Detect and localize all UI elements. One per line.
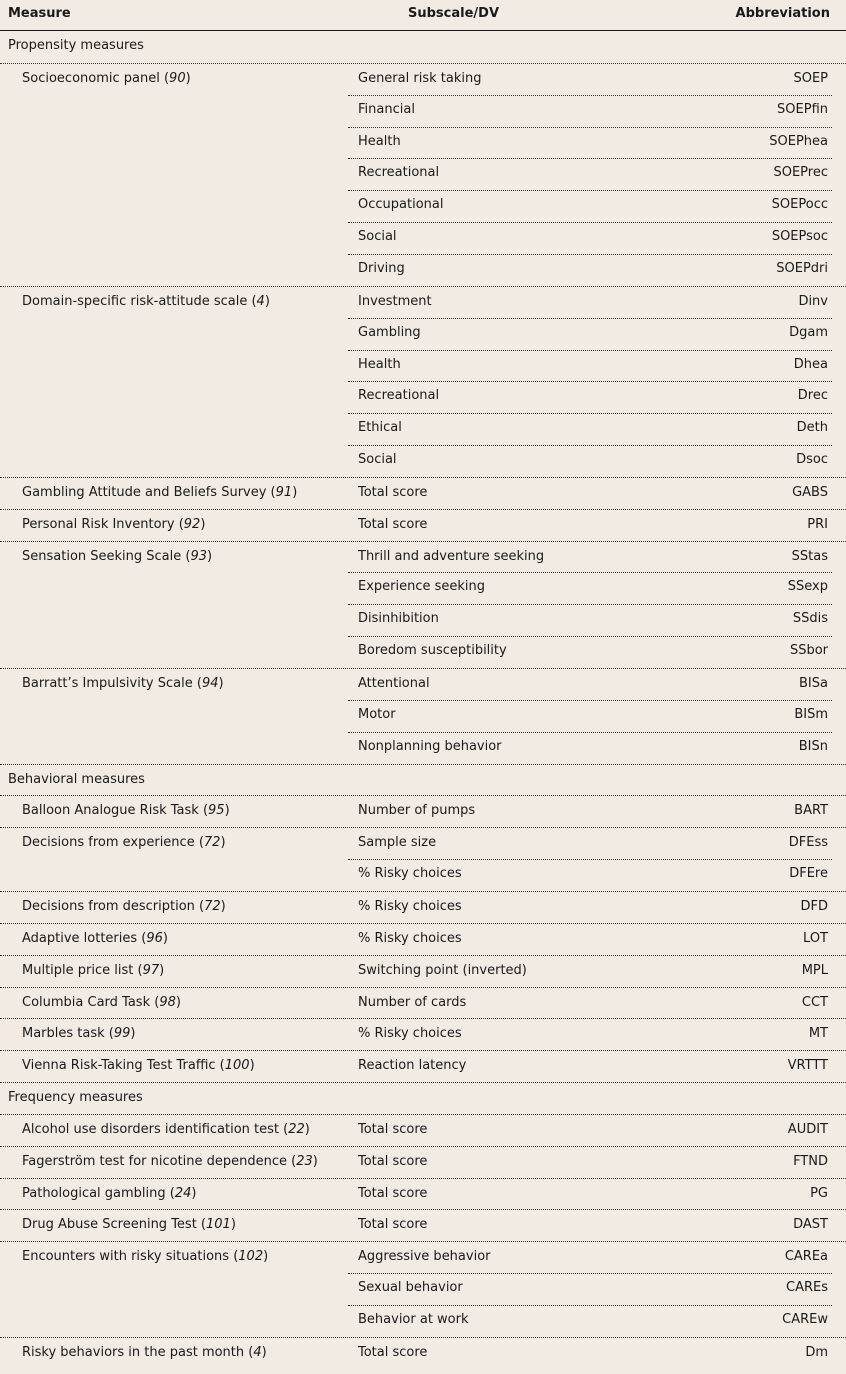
reference-close: ) [304,1121,310,1137]
abbreviation-cell: Dm [805,1344,828,1360]
abbreviation-cell: CAREs [786,1280,828,1296]
subscale-cell: % Risky choices [358,930,462,946]
subscale-cell: Recreational [358,165,440,181]
abbreviation-cell: SOEPdri [776,260,828,276]
section-title: Behavioral measures [8,771,145,787]
abbreviation-cell: SOEPrec [773,165,828,181]
table-row [0,95,846,127]
table-row [0,190,846,222]
table-row [0,1241,846,1273]
row-divider [348,158,832,159]
abbreviation-cell: DFEss [788,835,828,851]
subscale-cell: Social [358,452,397,468]
reference-close: ) [230,1217,236,1233]
reference-number: 92 [183,516,201,532]
subscale-cell: Sexual behavior [358,1280,463,1296]
subscale-cell: Sample size [358,835,437,851]
measure-cell [22,517,205,532]
table-row [0,1050,846,1082]
subscale-cell: Gambling [358,324,421,340]
measure-name: Decisions from experience ( [22,835,204,851]
abbreviation-cell: SSexp [787,579,828,595]
abbreviation-cell: MT [808,1026,828,1042]
measure-name: Risky behaviors in the past month ( [22,1344,254,1360]
table-row [0,636,846,668]
abbreviation-cell: SOEPsoc [771,229,828,245]
measure-cell [22,1026,136,1041]
subscale-cell: Health [358,356,401,372]
abbreviation-cell: SOEPfin [777,101,828,117]
measure-name: Encounters with risky situations ( [22,1249,239,1265]
reference-close: ) [220,835,226,851]
table-row [0,509,846,541]
reference-close: ) [220,898,226,914]
measure-name: Decisions from description ( [22,898,205,914]
abbreviation-column-header: Abbreviation [735,6,830,21]
subscale-cell: Recreational [358,388,440,404]
subscale-cell: Behavior at work [358,1312,469,1327]
subscale-cell: % Risky choices [358,1026,462,1042]
abbreviation-cell: Dhea [793,356,828,372]
abbreviation-cell: CAREa [784,1249,828,1265]
subscale-cell: Motor [358,706,396,722]
measure-name: Adaptive lotteries ( [22,930,147,946]
table-row [0,1146,846,1178]
reference-close: ) [292,484,298,500]
measure-name: Fagerström test for nicotine dependence ( [22,1153,297,1169]
row-divider [348,604,832,605]
measure-cell [22,803,230,818]
subscale-cell: Switching point (inverted) [358,962,527,978]
row-divider [348,318,832,319]
measure-name: Gambling Attitude and Beliefs Survey ( [22,484,276,500]
table-row [0,286,846,318]
subscale-cell: Number of cards [358,994,467,1010]
row-divider [348,859,832,860]
subscale-cell: % Risky choices [358,866,462,882]
table-row [0,604,846,636]
abbreviation-cell: SOEP [793,70,828,86]
subscale-cell: Total score [358,1217,428,1233]
table-row [0,158,846,190]
subscale-cell: Nonplanning behavior [358,738,502,754]
row-divider [348,413,832,414]
measure-name: Barratt’s Impulsivity Scale ( [22,676,202,691]
table-row [0,413,846,445]
subscale-cell: Reaction latency [358,1058,467,1074]
subscale-cell: Ethical [358,420,402,436]
table-row [0,955,846,987]
section-heading-row [0,764,846,796]
table-row [0,445,846,477]
section-heading-row [0,31,846,63]
abbreviation-cell: DAST [793,1217,828,1233]
table-row [0,1114,846,1146]
reference-close: ) [159,962,165,978]
measure-cell [22,931,168,946]
subscale-cell: Social [358,229,397,245]
subscale-cell: Total score [358,516,428,532]
measure-cell [22,995,181,1010]
table-row [0,254,846,286]
table-row [0,1337,846,1369]
table-row [0,381,846,413]
subscale-cell: Number of pumps [358,803,476,819]
row-divider [348,1273,832,1274]
table-row [0,923,846,955]
row-divider [348,350,832,351]
abbreviation-cell: Drec [797,388,828,404]
section-heading-row [0,1082,846,1114]
subscale-cell: Driving [358,260,405,276]
abbreviation-cell: GABS [792,484,828,500]
measure-name: Columbia Card Task ( [22,994,160,1010]
subscale-cell: Attentional [358,676,430,691]
table-row [0,859,846,891]
subscale-cell: Total score [358,484,428,500]
table-row [0,1018,846,1050]
reference-number: 4 [256,293,265,309]
measure-name: Balloon Analogue Risk Task ( [22,803,209,819]
abbreviation-cell: PRI [807,516,828,532]
reference-close: ) [218,676,224,691]
reference-number: 100 [224,1058,250,1074]
abbreviation-cell: VRTTT [787,1058,828,1074]
subscale-cell: Thrill and adventure seeking [358,548,545,564]
measure-name: Alcohol use disorders identification test ( [22,1121,289,1137]
abbreviation-cell: Deth [796,420,828,436]
section-title: Propensity measures [8,38,144,53]
measure-cell [22,294,270,309]
abbreviation-cell: FTND [793,1153,828,1169]
reference-number: 24 [174,1185,192,1201]
abbreviation-cell: SSbor [789,643,828,659]
reference-close: ) [185,70,191,86]
row-divider [348,127,832,128]
reference-close: ) [191,1185,197,1201]
measure-cell [22,71,191,86]
table-header [0,0,846,31]
reference-number: 101 [206,1217,231,1233]
measure-name: Domain-specific risk-attitude scale ( [22,293,257,309]
measure-name: Vienna Risk-Taking Test Traffic ( [22,1058,225,1074]
reference-number: 91 [275,484,293,500]
row-divider [348,572,832,573]
table-row [0,891,846,923]
row-divider [348,381,832,382]
reference-close: ) [249,1058,255,1074]
measure-cell [22,899,226,914]
reference-close: ) [264,293,270,309]
subscale-cell: % Risky choices [358,898,462,914]
table-row [0,700,846,732]
row-divider [348,700,832,701]
row-divider [348,1305,832,1306]
subscale-cell: Experience seeking [358,579,486,595]
abbreviation-cell: SSdis [792,611,828,627]
table-row [0,987,846,1019]
table-row [0,1273,846,1305]
subscale-cell: Total score [358,1153,428,1169]
subscale-cell: General risk taking [358,70,482,86]
measure-cell [22,1249,268,1264]
measure-cell [22,1345,267,1360]
abbreviation-cell: SOEPhea [769,133,828,149]
row-divider [348,732,832,733]
row-divider [348,222,832,223]
reference-close: ) [261,1344,267,1360]
reference-close: ) [263,1249,269,1265]
subscale-cell: Total score [358,1344,428,1360]
reference-number: 4 [253,1344,262,1360]
table-row [0,827,846,859]
reference-number: 99 [113,1026,131,1042]
abbreviation-cell: BART [794,803,828,819]
measure-cell [22,1058,255,1073]
reference-number: 22 [288,1121,305,1137]
table-row [0,477,846,509]
subscale-cell: Financial [358,101,415,117]
reference-close: ) [175,994,181,1010]
table-row [0,732,846,764]
measure-name: Pathological gambling ( [22,1185,175,1201]
row-divider [348,445,832,446]
abbreviation-cell: BISn [798,738,828,754]
reference-close: ) [162,930,168,946]
table-row [0,1305,846,1337]
abbreviation-cell: MPL [801,962,828,978]
abbreviation-cell: Dinv [798,293,828,309]
measure-cell [22,676,224,691]
abbreviation-cell: PG [810,1185,828,1201]
measure-cell [22,549,212,564]
abbreviation-cell: Dgam [789,324,828,340]
measure-cell [22,1186,196,1201]
table-row [0,63,846,95]
table-row [0,541,846,573]
abbreviation-cell: DFD [800,898,828,914]
table-row [0,668,846,700]
abbreviation-cell: SStas [791,548,828,564]
reference-close: ) [200,516,206,532]
measure-cell [22,963,164,978]
abbreviation-cell: LOT [803,930,828,946]
subscale-cell: Investment [358,293,432,309]
measure-name: Personal Risk Inventory ( [22,516,184,532]
reference-number: 72 [204,898,221,914]
table-row [0,318,846,350]
table-row [0,222,846,254]
measure-name: Sensation Seeking Scale ( [22,548,191,564]
table-row [0,127,846,159]
subscale-cell: Health [358,133,401,149]
reference-close: ) [224,803,230,819]
measure-cell [22,1217,236,1232]
abbreviation-cell: BISa [799,676,828,691]
measure-cell [22,1122,310,1137]
row-divider [348,190,832,191]
measure-name: Marbles task ( [22,1026,114,1042]
subscale-column-header: Subscale/DV [408,6,500,21]
measure-column-header: Measure [8,6,71,21]
reference-number: 96 [146,930,163,946]
abbreviation-cell: CCT [801,994,828,1010]
reference-number: 93 [190,548,208,564]
measure-cell [22,485,297,500]
subscale-cell: Occupational [358,197,444,213]
abbreviation-cell: AUDIT [787,1121,828,1137]
abbreviation-cell: CAREw [782,1312,828,1327]
row-divider [348,254,832,255]
abbreviation-cell: BISm [794,706,828,722]
reference-number: 90 [169,70,186,86]
measure-name: Multiple price list ( [22,962,143,978]
subscale-cell: Boredom susceptibility [358,643,507,659]
table-row [0,1209,846,1241]
reference-close: ) [130,1026,136,1042]
abbreviation-cell: SOEPocc [771,197,828,213]
reference-close: ) [312,1153,318,1169]
row-divider [348,636,832,637]
table-row [0,1178,846,1210]
reference-number: 97 [142,962,160,978]
measure-name: Socioeconomic panel ( [22,70,170,86]
subscale-cell: Total score [358,1185,428,1201]
abbreviation-cell: Dsoc [796,452,828,468]
measure-cell [22,1154,318,1169]
reference-number: 72 [203,835,221,851]
row-divider [348,95,832,96]
subscale-cell: Disinhibition [358,611,439,627]
reference-number: 95 [208,803,225,819]
table-row [0,572,846,604]
subscale-cell: Aggressive behavior [358,1249,491,1265]
subscale-cell: Total score [358,1121,428,1137]
measure-cell [22,835,226,850]
abbreviation-cell: DFEre [789,866,828,882]
reference-number: 23 [296,1153,313,1169]
reference-number: 98 [159,994,176,1010]
table-row [0,350,846,382]
measure-name: Drug Abuse Screening Test ( [22,1217,206,1233]
table-row [0,795,846,827]
reference-number: 102 [238,1249,264,1265]
reference-close: ) [207,548,213,564]
reference-number: 94 [201,676,219,691]
section-title: Frequency measures [8,1090,143,1106]
